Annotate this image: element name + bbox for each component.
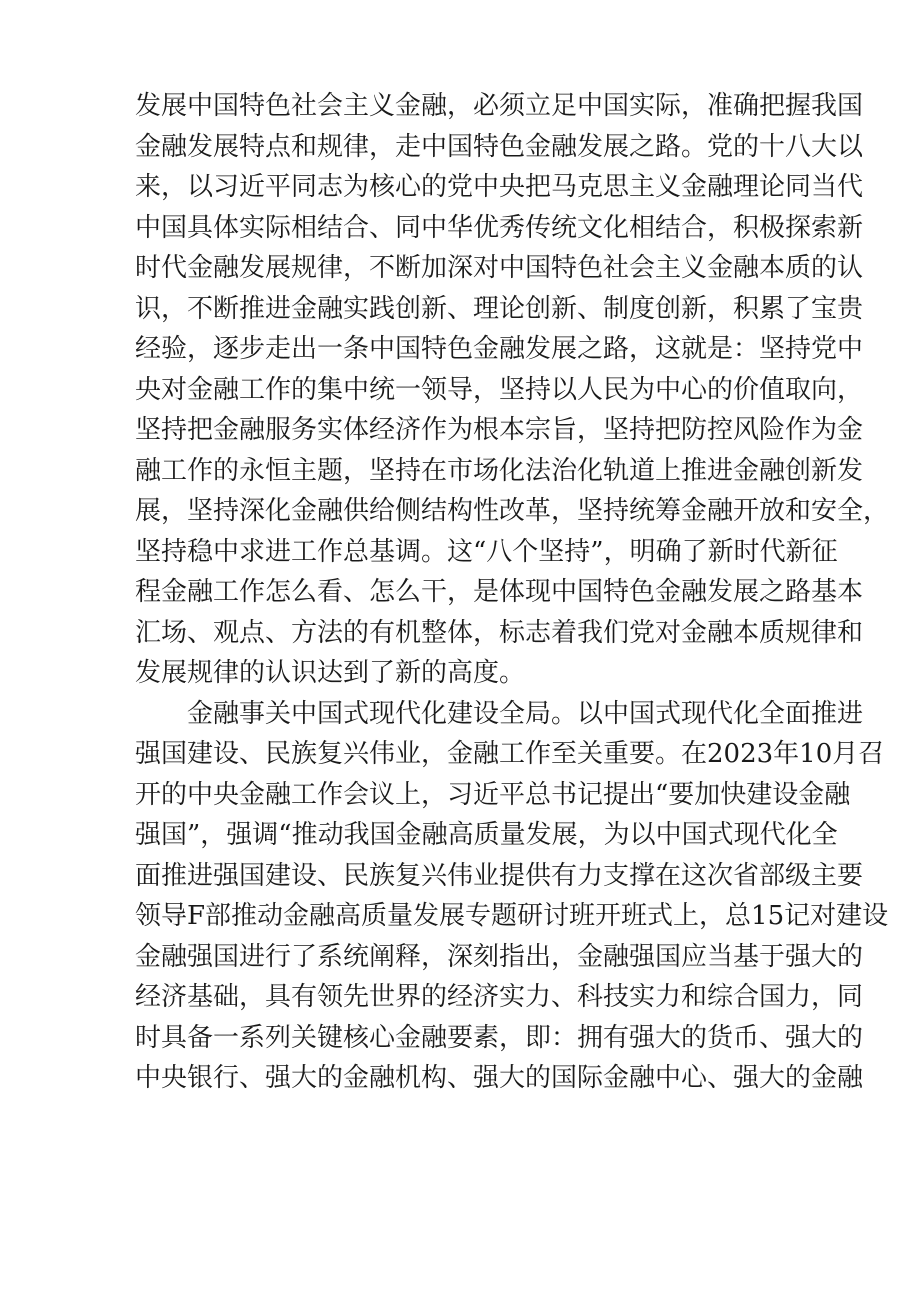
text-line: 坚持稳中求进工作总基调。这“八个坚持”，明确了新时代新征: [135, 536, 838, 567]
text-line: 领导F部推动金融高质量发展专题研讨班开班式上，总15记对建设: [135, 901, 889, 931]
text-line: 面推进强国建设、民族复兴伟业提供有力支撑在这次省部级主要: [135, 860, 864, 891]
text-line: 时代金融发展规律，不断加深对中国特色社会主义金融本质的认: [135, 253, 864, 283]
text-line: 央对金融工作的集中统一领导，坚持以人民为中心的价值取向，: [135, 374, 864, 405]
text-line: 经济基础，具有领先世界的经济实力、科技实力和综合国力，同: [135, 982, 864, 1012]
text-line: 坚持把金融服务实体经济作为根本宗旨，坚持把防控风险作为金: [135, 415, 864, 445]
text-line: 程金融工作怎么看、怎么干，是体现中国特色金融发展之路基本: [135, 577, 864, 607]
text-line: 时具备一系列关键核心金融要素，即：拥有强大的货币、强大的: [135, 1022, 864, 1053]
text-line: 识，不断推进金融实践创新、理论创新、制度创新，积累了宝贵: [135, 293, 864, 324]
text-line: 中国具体实际相结合、同中华优秀传统文化相结合，积极探索新: [135, 212, 864, 243]
paragraph-1: [135, 86, 890, 694]
text-line: 展，坚持深化金融供给侧结构性改革，坚持统筹金融开放和安全，: [135, 496, 890, 526]
paragraph-2: [135, 694, 889, 1099]
text-line: 金融强国进行了系统阐释，深刻指出，金融强国应当基于强大的: [135, 941, 864, 972]
text-line: 经验，逐步走出一条中国特色金融发展之路，这就是：坚持党中: [135, 334, 864, 364]
text-line: 中央银行、强大的金融机构、强大的国际金融中心、强大的金融: [135, 1063, 864, 1093]
text-line: 强国”，强调“推动我国金融高质量发展，为以中国式现代化全: [135, 820, 838, 850]
document-body: [135, 86, 890, 1099]
text-line: 金融事关中国式现代化建设全局。以中国式现代化全面推进: [187, 698, 864, 729]
text-line: 发展中国特色社会主义金融，必须立足中国实际，准确把握我国: [135, 91, 864, 121]
text-line: 开的中央金融工作会议上，习近平总书记提出“要加快建设金融: [135, 779, 851, 810]
text-line: 融工作的永恒主题，坚持在市场化法治化轨道上推进金融创新发: [135, 455, 864, 486]
text-line: 汇场、观点、方法的有机整体，标志着我们党对金融本质规律和: [135, 617, 864, 648]
text-line: 强国建设、民族复兴伟业，金融工作至关重要。在2023年10月召: [135, 739, 885, 769]
text-line: 发展规律的认识达到了新的高度。: [135, 658, 526, 688]
text-line: 来，以习近平同志为核心的党中央把马克思主义金融理论同当代: [135, 172, 864, 202]
text-line: 金融发展特点和规律，走中国特色金融发展之路。党的十八大以: [135, 131, 864, 162]
